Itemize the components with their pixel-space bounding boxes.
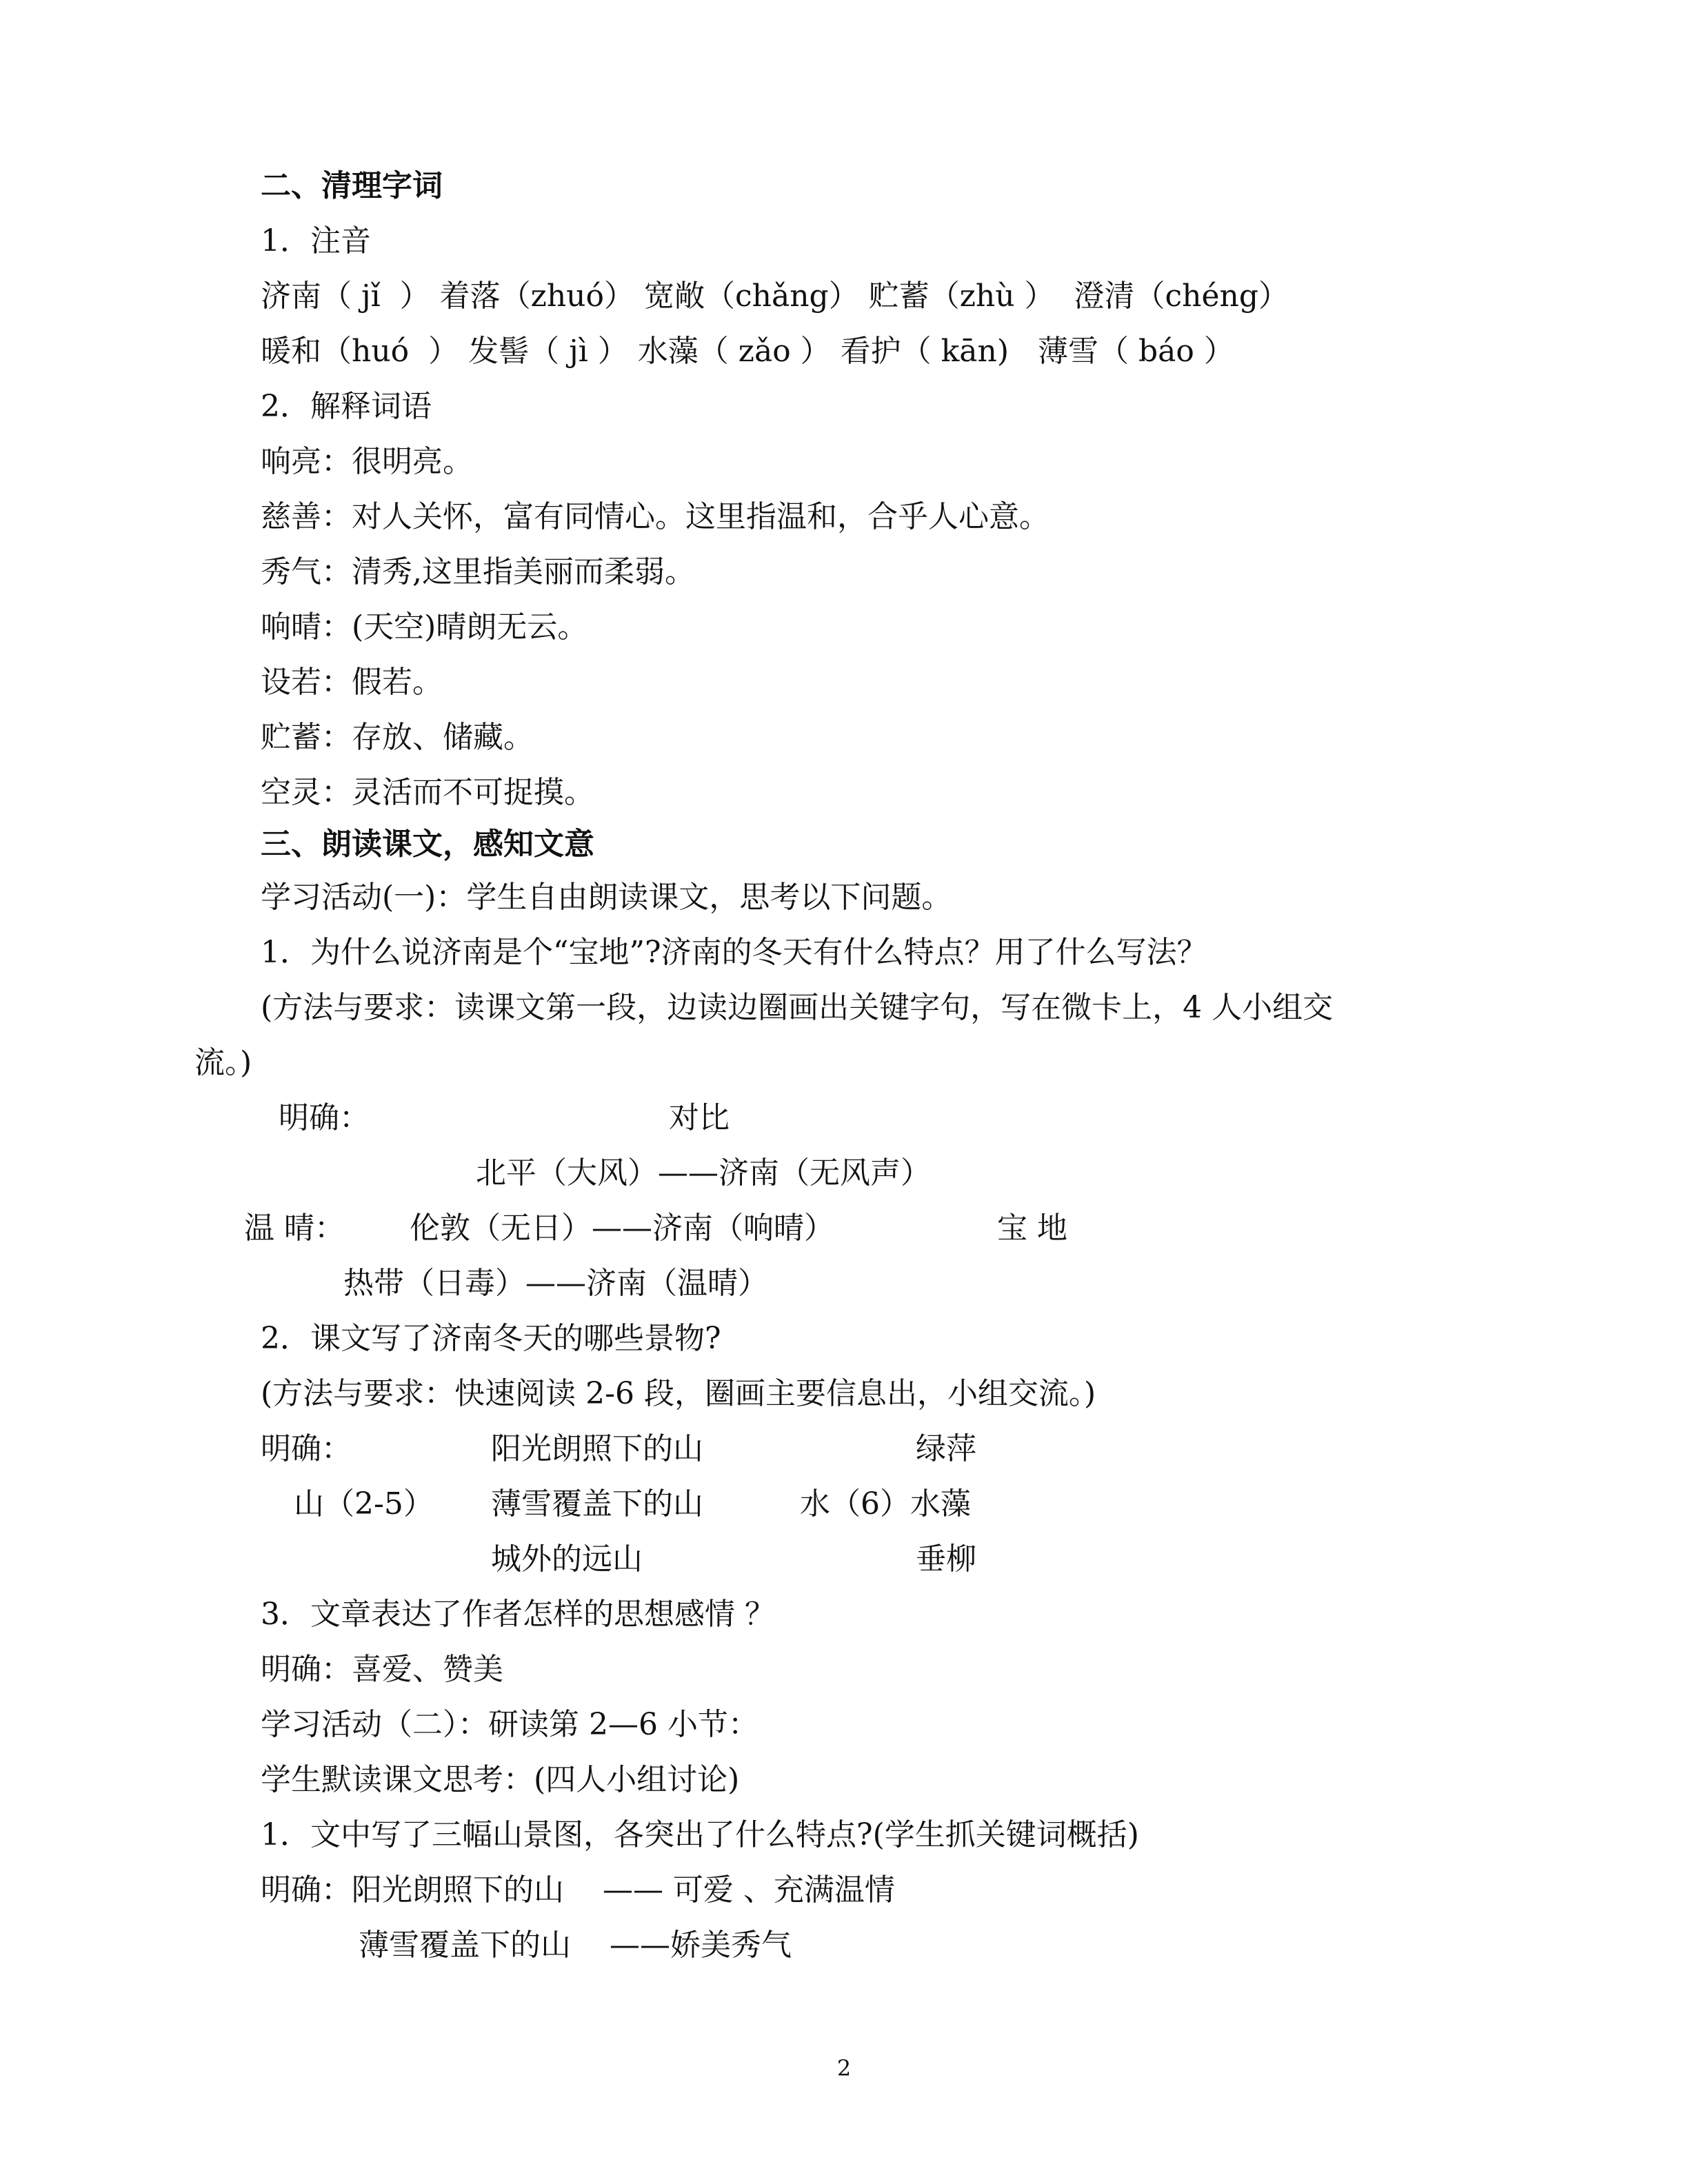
question-line: 2．课文写了济南冬天的哪些景物? [261,1321,721,1356]
subheading-pinyin: 1．注音 [261,223,371,259]
page-number: 2 [836,2055,852,2081]
section-heading: 三、朗读课文，感知文意 [261,827,594,862]
subheading-definitions: 2．解释词语 [261,389,432,424]
section-heading: 二、清理字词 [261,168,443,203]
definition-line: 响亮：很明亮。 [261,444,473,479]
scenery-item: 城外的远山 [491,1541,643,1577]
answer-line: 明确：阳光朗照下的山 —— 可爱 、充满温情 [261,1872,895,1908]
definition-line: 响晴：(天空)晴朗无云。 [261,609,588,645]
definition-line: 慈善：对人关怀，富有同情心。这里指温和，合乎人心意。 [261,499,1049,534]
water-label: 水（6）水藻 [800,1486,971,1521]
activity-line: 学习活动(一)：学生自由朗读课文，思考以下问题。 [261,880,952,915]
treasure-label: 宝 地 [997,1211,1067,1246]
scenery-item: 绿萍 [916,1431,976,1466]
method-line: (方法与要求：读课文第一段，边读边圈画出关键字句，写在微卡上，4 人小组交 [261,990,1334,1025]
answer-line: 明确：喜爱、赞美 [261,1652,503,1687]
definition-line: 贮蓄：存放、储藏。 [261,720,534,755]
pinyin-row: 济南（ jǐ ） 着落（zhuó） 宽敞（chǎng） 贮蓄（zhù ） 澄清（chéng） [261,279,1289,314]
contrast-row: 热带（日毒）——济南（温晴） [343,1266,768,1301]
question-line: 1．文中写了三幅山景图，各突出了什么特点?(学生抓关键词概括) [261,1817,1139,1852]
contrast-label: 对比 [669,1100,730,1135]
warm-label: 温 晴： [244,1211,345,1246]
scenery-item: 阳光朗照下的山 [491,1431,703,1466]
method-line: 流。) [194,1045,252,1080]
contrast-row: 伦敦（无日）——济南（响晴） [410,1211,834,1246]
answer-label: 明确： [261,1431,352,1466]
definition-line: 秀气：清秀,这里指美丽而柔弱。 [261,554,695,589]
question-line: 3．文章表达了作者怎样的思想感情 ？ [261,1597,775,1632]
question-line: 1．为什么说济南是个“宝地”?济南的冬天有什么特点？用了什么写法？ [261,935,1207,970]
scenery-item: 垂柳 [916,1541,976,1577]
answer-label: 明确： [279,1100,370,1135]
activity-line: 学习活动（二）：研读第 2—6 小节： [261,1707,758,1742]
definition-line: 空灵：灵活而不可捉摸。 [261,775,594,810]
scenery-item: 薄雪覆盖下的山 [491,1486,703,1521]
pinyin-row: 暖和（huó ） 发髻（ jì ） 水藻（ zǎo ） 看护（ kān) 薄雪（ báo ） [261,334,1234,369]
activity-note: 学生默读课文思考：(四人小组讨论) [261,1762,740,1797]
method-line: (方法与要求：快速阅读 2-6 段，圈画主要信息出，小组交流。) [261,1376,1096,1411]
mountain-label: 山（2-5） [294,1486,434,1521]
definition-line: 设若：假若。 [261,665,443,700]
answer-line: 薄雪覆盖下的山 ——娇美秀气 [359,1928,792,1963]
contrast-row: 北平（大风）——济南（无风声） [476,1155,931,1191]
